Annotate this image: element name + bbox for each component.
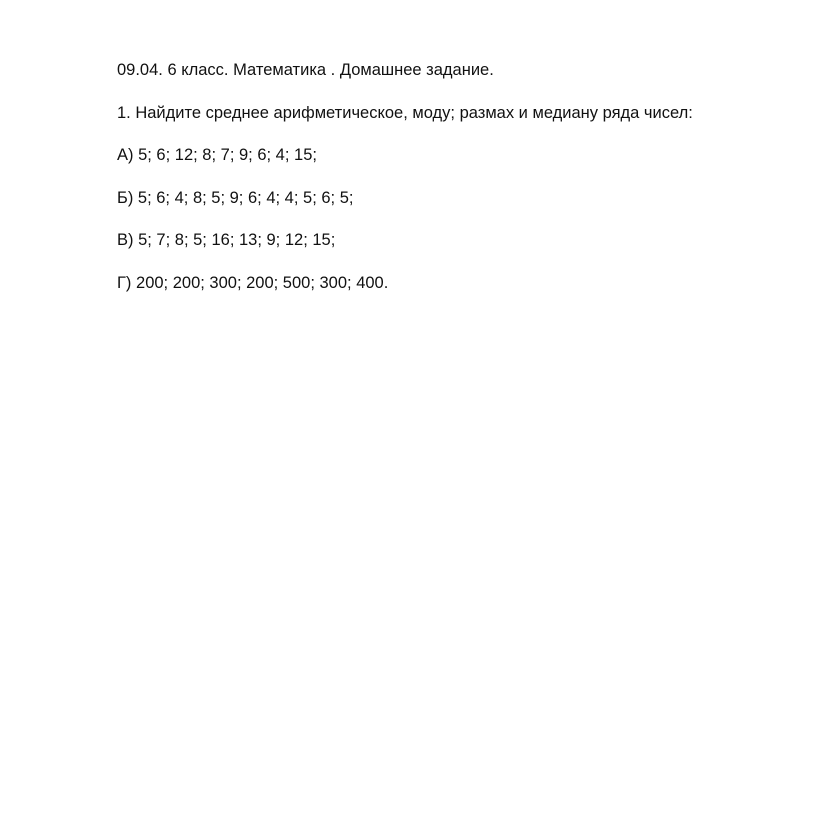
number-series-a: А) 5; 6; 12; 8; 7; 9; 6; 4; 15;: [117, 146, 317, 164]
number-series-g: Г) 200; 200; 300; 200; 500; 300; 400.: [117, 273, 389, 292]
document-body: [117, 59, 807, 294]
task-statement: 1. Найдите среднее арифметическое, моду; размах и медиану ряда чисел:: [117, 103, 693, 122]
number-series-v: В) 5; 7; 8; 5; 16; 13; 9; 12; 15;: [117, 231, 336, 249]
document-header: 09.04. 6 класс. Математика . Домашнее задание.: [117, 61, 494, 79]
number-series-b: Б) 5; 6; 4; 8; 5; 9; 6; 4; 4; 5; 6; 5;: [117, 188, 354, 207]
